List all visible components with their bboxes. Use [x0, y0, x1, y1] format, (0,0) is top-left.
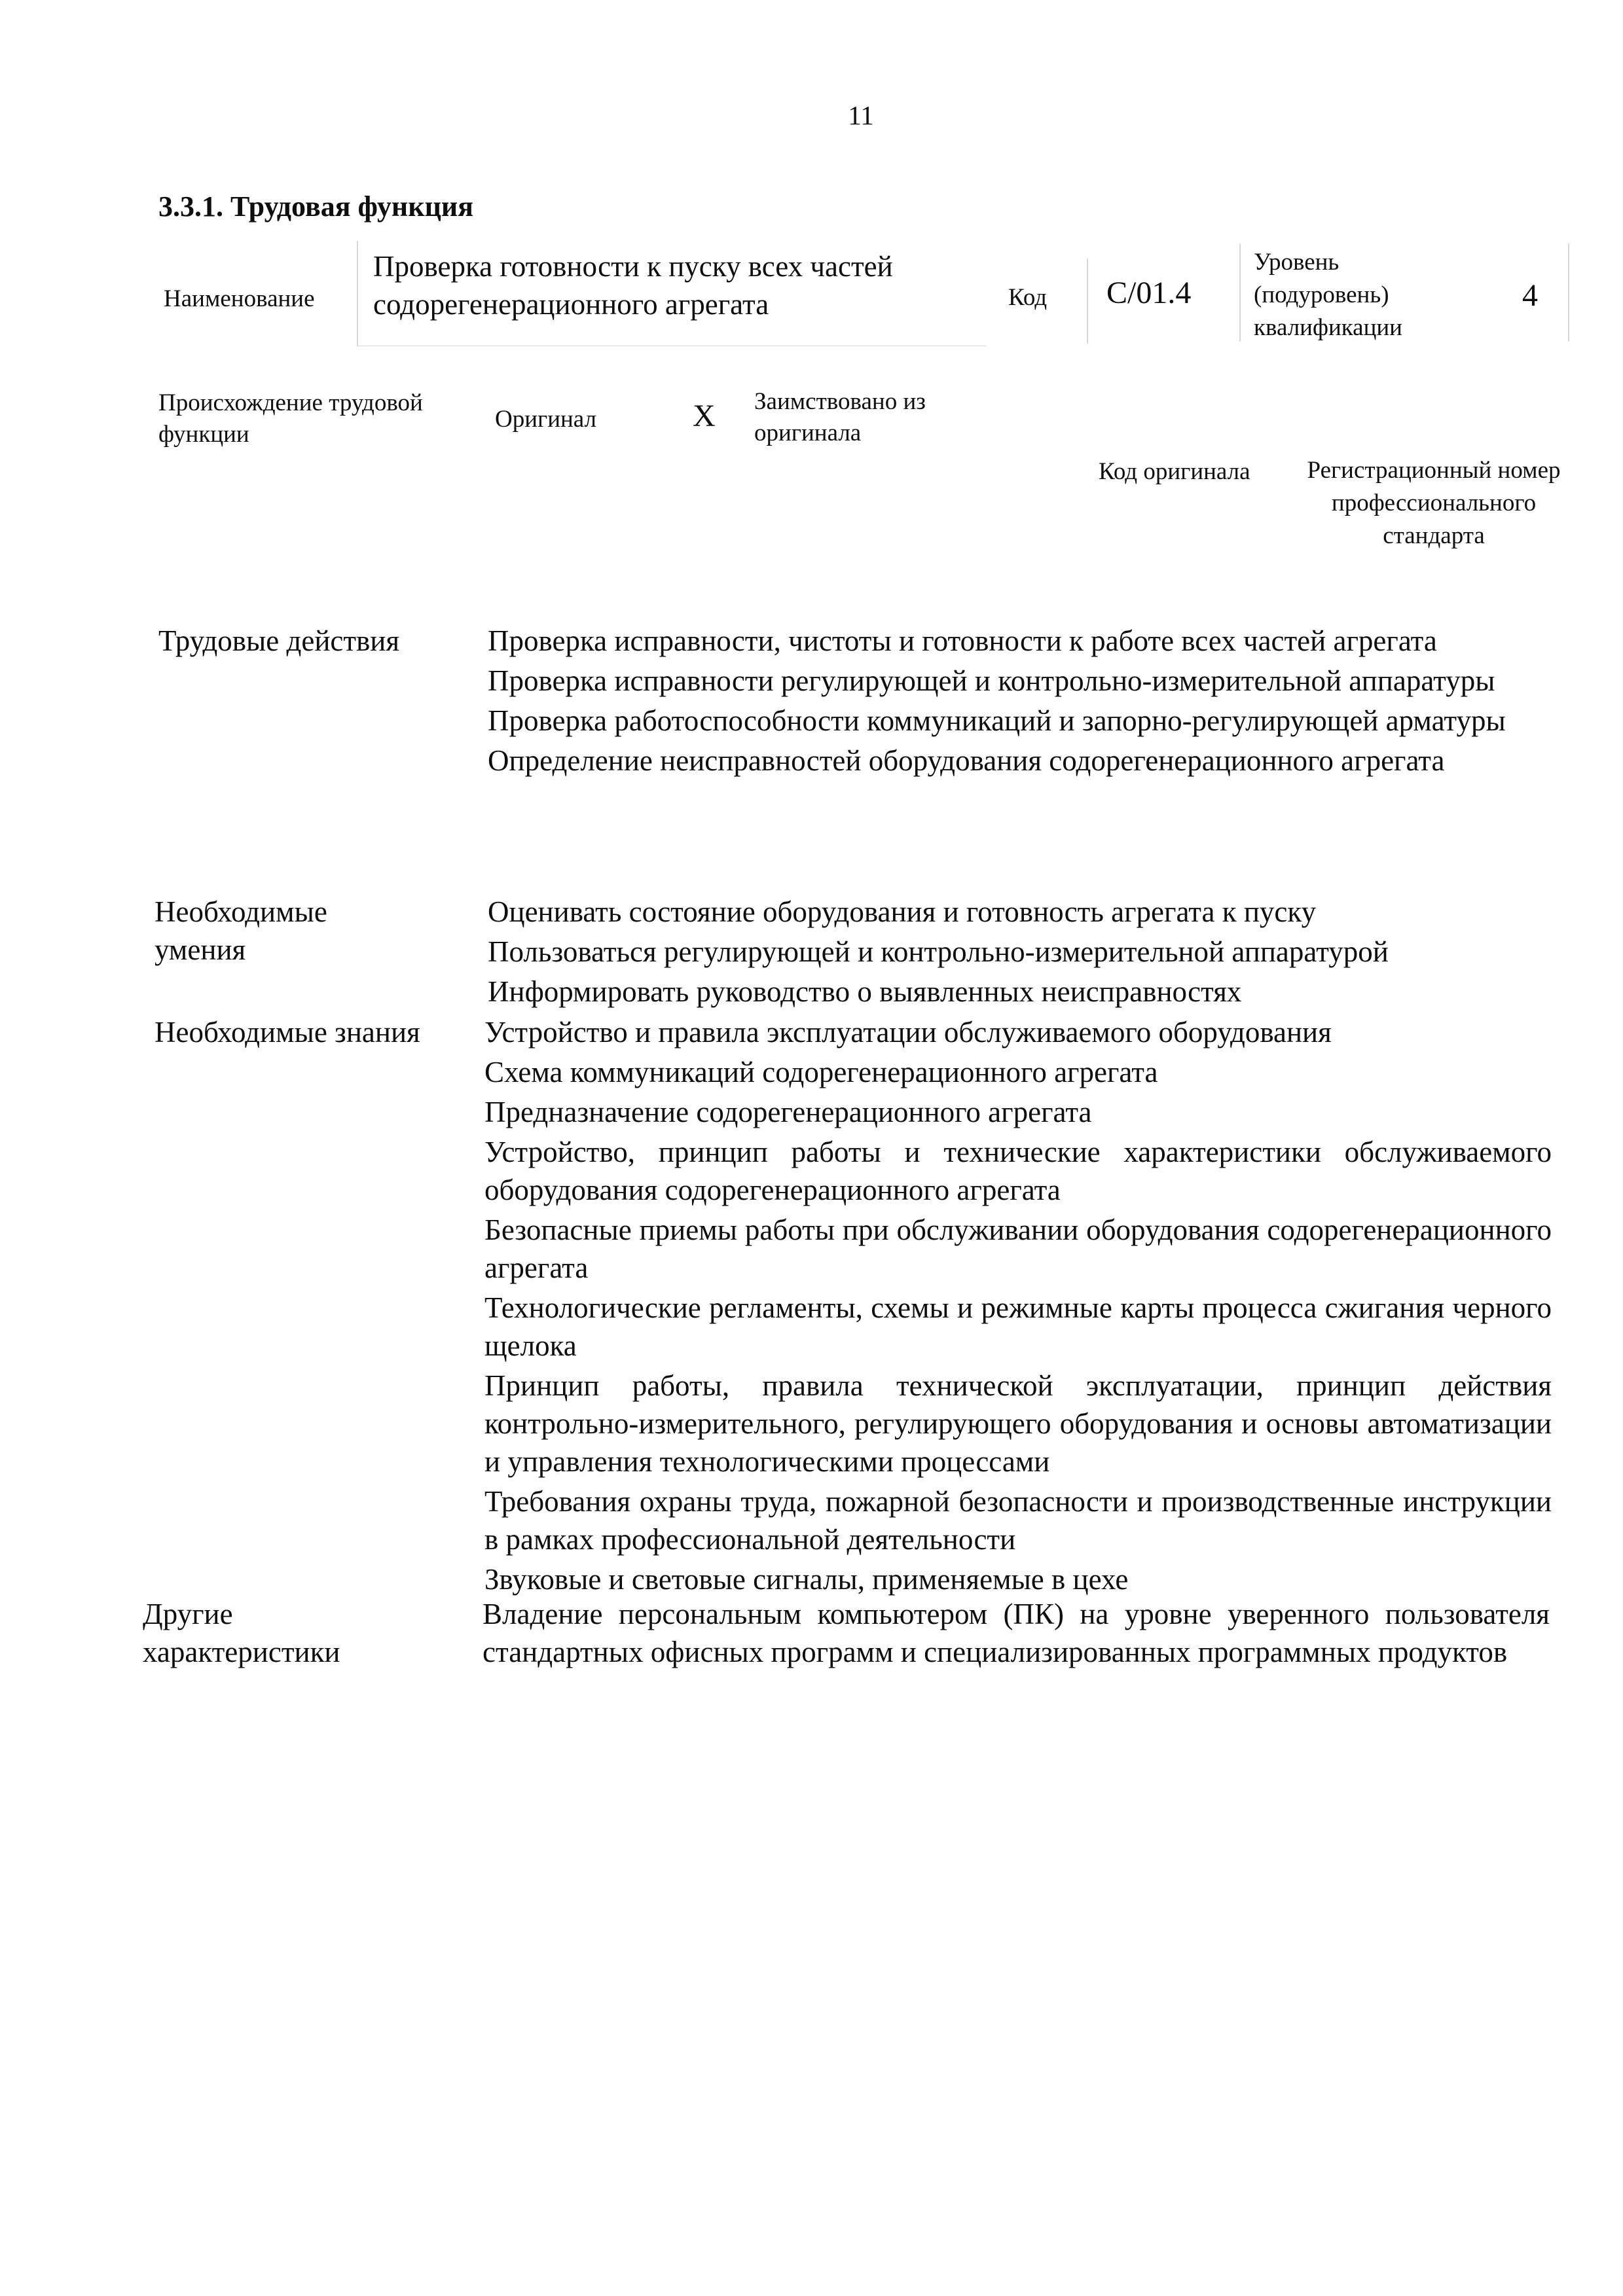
list-item: Технологические регламенты, схемы и режимные карты процесса сжигания черного щелока [484, 1291, 1552, 1362]
list-item: Требования охраны труда, пожарной безопасности и производственные инструкции в рамках профессиональной деятельности [484, 1485, 1552, 1556]
name-label: Наименование [164, 285, 315, 312]
list-item: Проверка исправности, чистоты и готовности к работе всех частей агрегата [488, 624, 1437, 657]
list-item: Определение неисправностей оборудования содорегенерационного агрегата [488, 744, 1445, 777]
row-items-other [483, 1595, 1550, 1673]
list-item: Проверка работоспособности коммуникаций и запорно-регулирующей арматуры [488, 704, 1506, 737]
row-items-labor-actions [488, 622, 1552, 781]
list-item: Звуковые и световые сигналы, применяемые в цехе [484, 1563, 1129, 1596]
original-label: Оригинал [495, 406, 597, 433]
level-label: Уровень (подуровень) квалификации [1254, 249, 1402, 341]
name-value: Проверка готовности к пуску всех частей содорегенерационного агрегата [373, 250, 893, 321]
list-item: Оценивать состояние оборудования и готовность агрегата к пуску [488, 895, 1317, 928]
registration-number-label: Регистрационный номер профессионального стандарта [1307, 457, 1561, 549]
row-label-skills: Необходимые умения [155, 895, 327, 966]
list-item: Пользоваться регулирующей и контрольно-измерительной аппаратурой [488, 935, 1389, 968]
page-number: 11 [848, 100, 874, 130]
list-item: Устройство и правила эксплуатации обслуживаемого оборудования [484, 1016, 1332, 1049]
list-item: Владение персональным компьютером (ПК) на уровне уверенного пользователя стандартных офисных программ и специализированных программных продуктов [483, 1598, 1550, 1668]
row-label-other: Другие характеристики [143, 1598, 340, 1668]
section-title: 3.3.1. Трудовая функция [158, 190, 474, 223]
row-items-knowledge [484, 1013, 1552, 1600]
origin-label: Происхождение трудовой функции [158, 389, 423, 448]
list-item: Проверка исправности регулирующей и контрольно-измерительной аппаратуры [488, 664, 1495, 697]
original-code-label: Код оригинала [1099, 458, 1250, 485]
list-item: Схема коммуникаций содорегенерационного агрегата [484, 1056, 1158, 1088]
list-item: Принцип работы, правила технической эксплуатации, принцип действия контрольно-измерительного, регулирующего оборудования и основы автоматизации и управления технологическими процессами [484, 1369, 1552, 1478]
row-label-labor-actions: Трудовые действия [158, 624, 400, 657]
row-label-knowledge: Необходимые знания [155, 1016, 420, 1049]
borrowed-label: Заимствовано из оригинала [754, 388, 926, 446]
code-value: С/01.4 [1106, 276, 1192, 310]
list-item: Предназначение содорегенерационного агрегата [484, 1096, 1092, 1128]
code-label: Код [1008, 284, 1048, 311]
original-mark: X [693, 399, 716, 433]
list-item: Информировать руководство о выявленных неисправностях [488, 975, 1242, 1008]
list-item: Устройство, принцип работы и технические характеристики обслуживаемого оборудования содорегенерационного агрегата [484, 1136, 1552, 1206]
list-item: Безопасные приемы работы при обслуживании оборудования содорегенерационного агрегата [484, 1213, 1552, 1284]
row-items-skills [488, 893, 1552, 1013]
level-value: 4 [1522, 278, 1538, 313]
